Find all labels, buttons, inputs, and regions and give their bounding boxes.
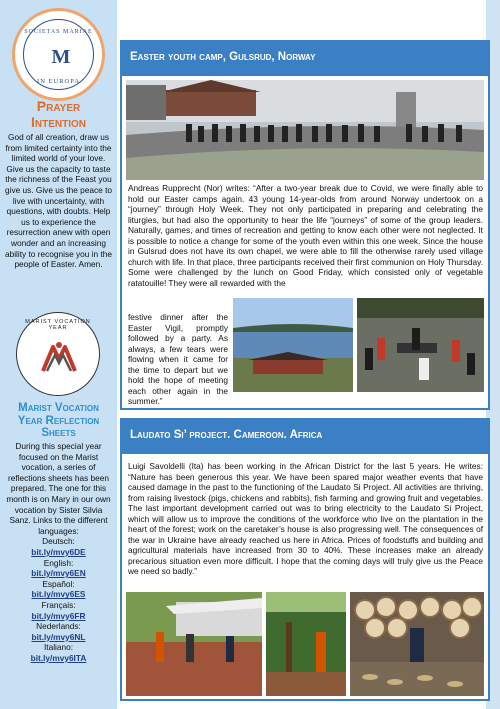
fjord-photo-image [233,298,353,392]
language-label: Español: [42,578,75,589]
societas-mariae-logo [12,8,105,101]
youth-procession-photo [126,80,484,180]
language-entry [4,536,113,557]
firewood-photo [350,592,484,696]
sheets-intro: During this special year focused on the Marist vocation, a series of reflections sheets has been prepared. The one for this month is on Mary in our own vocation by Sister Silvia Sanz. Links to the different languages: [6,441,111,536]
language-link[interactable]: bit.ly/mvy6EN [31,568,86,579]
language-entry [4,558,113,579]
language-label: English: [43,557,74,568]
language-label: Nederlands: [36,621,81,632]
sheets-title-line1: Marist Vocation [18,402,99,414]
construction-photo-image [126,592,262,696]
language-label: Deutsch: [42,536,75,547]
left-sidebar [0,0,117,709]
firewood-photo-image [350,592,484,696]
language-entry [4,621,113,642]
fjord-house-photo [233,298,353,392]
sheets-title-line2: Year Reflection [17,414,100,427]
language-link[interactable]: bit.ly/mvy6FR [31,610,86,621]
section1-title: Easter youth camp, Gulsrud, Norway [130,51,316,63]
language-entry [4,600,113,621]
sheets-title-line3: Sheets [41,427,76,439]
section1-side-text: festive dinner after the Easter Vigil, promptly followed by a party. As always, a few tears were flowing when it came for the time to depart but we hold the hope of meeting each other again in the summer.” [128,312,228,406]
logo-monogram: M [51,46,71,68]
language-label: Italiano: [43,642,74,653]
section2-header [120,418,490,454]
section2-text: Luigi Savoldelli (Ita) has been working in the African District for the last 5 years. He writes: “Nature has been generous this year. We have been spared major weather events that have caused damage in the past to the functioning of the Laudato Si Project. All activities are thriving, from raising livestock (pigs, chickens and rabbits), fish farming and growing fruit and vegetables. The last important development carried out was to bring electricity to the Laudato Si Project, which will allow us to improve the conditions of the workforce who live on the plantation in the heart of the forest; work on the caretaker’s house is also progressing well. The consequences of the war in Ukraine have already reached us here in Africa. Prices of foodstuffs and building and agricultural materials have increased from 30 to 40%. These increases make an already precarious situation even more difficult. I hope that the coming days will truly give us the Peace we need so badly.” [128,461,483,576]
barbecue-photo [357,298,484,392]
section1-header [120,40,490,76]
prayer-intention-title [0,98,117,130]
forest-worker-photo [266,592,346,696]
forest-photo-image [266,592,346,696]
barbecue-photo-image [357,298,484,392]
vocation-logo-ring-text: MARIST VOCATION YEAR [25,319,91,331]
vocation-logo-mark-icon [39,337,79,375]
construction-photo [126,592,262,696]
reflection-sheets-text [4,441,113,663]
language-entry [4,579,113,600]
language-link[interactable]: bit.ly/mvy6NL [31,631,86,642]
reflection-sheets-title [0,402,117,440]
language-label: Français: [41,599,76,610]
section2-title: Laudato Si’ project. Cameroon. Africa [130,429,323,441]
language-entry [4,642,113,663]
section1-main-text: Andreas Rupprecht (Nor) writes: “After a two-year break due to Covid, we were finally able to hold our Easter camps again. 43 young 14-year-olds from around Norway undertook on a “journey” through Holy Week. They not only participated in preparing and celebrating the liturgies, but had also the opportunity to hear the life “journeys” of some of the group leaders. Naturally, games, and times of recreation and getting to know each other were not neglected. It is possible to notice a change for some of the youth even within this one week. Since the house in Gulsrud does not have its own chapel, we were able to fill the otherwise rarely used village church with life. In that place, three participants received their first communion on Holy Thursday. Some were challenged by the lunch on Good Friday, which consisted only of vegetable ratatouille! They were all rewarded with the [128,183,483,288]
logo-bottom-text: IN EUROPA [37,78,80,85]
prayer-title-line1: Prayer [36,98,81,114]
language-link[interactable]: bit.ly/mvy6ES [31,589,86,600]
language-link[interactable]: bit.ly/mvy6DE [31,546,86,557]
language-link[interactable]: bit.ly/mvy6ITA [30,652,87,663]
procession-photo-image [126,80,484,180]
prayer-text: God of all creation, draw us from limited certainty into the limited world of your love. Give us the capacity to taste the richness of the Feast you give us. Give us the peace to live with uncertainty, with questions, with doubts. Help us to experience the resurrection anew with open wonder and an increasing ability to recognise you in the people of Easter. Amen. [4,132,112,270]
logo-top-text: SOCIETAS MARIAE [24,29,93,35]
marist-vocation-year-logo [16,312,100,396]
prayer-title-line2: Intention [31,114,86,130]
